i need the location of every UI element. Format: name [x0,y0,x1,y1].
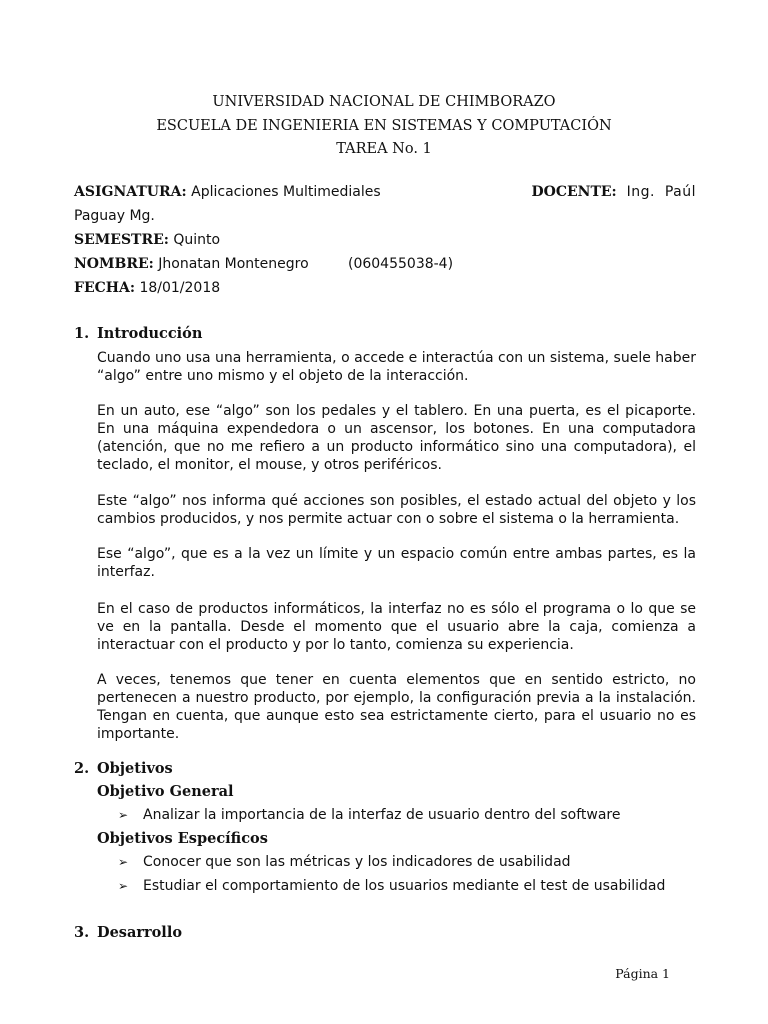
document-header [0,91,768,162]
docente-value-cont: Paguay Mg. [74,208,155,224]
list-item [118,807,620,823]
university-name: UNIVERSIDAD NACIONAL DE CHIMBORAZO [212,94,556,110]
section-desarrollo-title [74,924,182,941]
meta-docente-continuation [74,205,696,229]
section-objetivos-title [74,760,173,777]
intro-paragraph: Ese “algo”, que es a la vez un límite y un espacio común entre ambas partes, es la interfaz. [97,546,696,580]
intro-paragraph: A veces, tenemos que tener en cuenta elementos que en sentido estricto, no pertenecen a nuestro producto, por ejemplo, la configuración previa a la instalación. Tengan en cuenta, que aunque esto sea estrictamente cierto, para el usuario no es importante. [97,672,696,742]
intro-paragraph: En el caso de productos informáticos, la interfaz no es sólo el programa o lo que se ve en la pantalla. Desde el momento que el usuario abre la caja, comienza a interactuar con el producto y por lo tanto, comienza su experiencia. [97,601,696,653]
docente-label: DOCENTE: [531,184,617,200]
docente-field [532,181,697,205]
meta-semestre-row [74,229,696,253]
semestre-label: SEMESTRE: [74,232,169,248]
arrow-bullet-icon: ➢ [118,855,129,869]
section-title-text: Desarrollo [97,924,182,941]
fecha-value: 18/01/2018 [135,280,221,296]
arrow-bullet-icon: ➢ [118,808,129,822]
semestre-value: Quinto [168,232,221,248]
page-number: Página 1 [615,966,670,981]
list-item-text: Conocer que son las métricas y los indicadores de usabilidad [143,854,571,870]
arrow-bullet-icon: ➢ [118,879,129,893]
nombre-label: NOMBRE: [74,256,154,272]
section-title-text: Objetivos [97,760,173,777]
nombre-id: (060455038-4) [348,256,454,272]
intro-paragraph: Este “algo” nos informa qué acciones son posibles, el estado actual del objeto y los cambios producidos, y nos permite actuar con o sobre el sistema o la herramienta. [97,493,696,527]
list-item [118,878,665,894]
section-number: 2. [74,760,90,777]
objetivo-general-heading: Objetivo General [97,783,234,800]
asignatura-label: ASIGNATURA: [74,184,187,200]
school-name: ESCUELA DE INGENIERIA EN SISTEMAS Y COMPUTACIÓN [156,117,612,134]
section-intro-title [74,325,202,342]
nombre-value: Jhonatan Montenegro [153,256,309,272]
assignment-title: TAREA No. 1 [336,141,432,157]
meta-asignatura-row [74,181,696,205]
fecha-label: FECHA: [74,280,136,296]
intro-paragraph: En un auto, ese “algo” son los pedales y el tablero. En una puerta, es el picaporte. En una máquina expendedora o un ascensor, los botones. En una computadora (atención, que no me refiero a un producto informático sino una computadora), el teclado, el monitor, el mouse, y otros periféricos. [97,403,696,473]
objetivos-especificos-heading: Objetivos Específicos [97,830,268,847]
section-number: 3. [74,924,90,941]
list-item [118,854,571,870]
list-item-text: Estudiar el comportamiento de los usuarios mediante el test de usabilidad [143,878,666,894]
list-item-text: Analizar la importancia de la interfaz de usuario dentro del software [143,807,621,823]
meta-nombre-row [74,253,696,277]
asignatura-value: Aplicaciones Multimediales [186,184,381,200]
meta-fecha-row [74,277,696,301]
section-number: 1. [74,325,90,342]
docente-value: Ing. Paúl [616,184,696,200]
section-title-text: Introducción [97,325,203,342]
intro-paragraph: Cuando uno usa una herramienta, o accede e interactúa con un sistema, suele haber “algo” entre uno mismo y el objeto de la interacción. [97,350,696,384]
